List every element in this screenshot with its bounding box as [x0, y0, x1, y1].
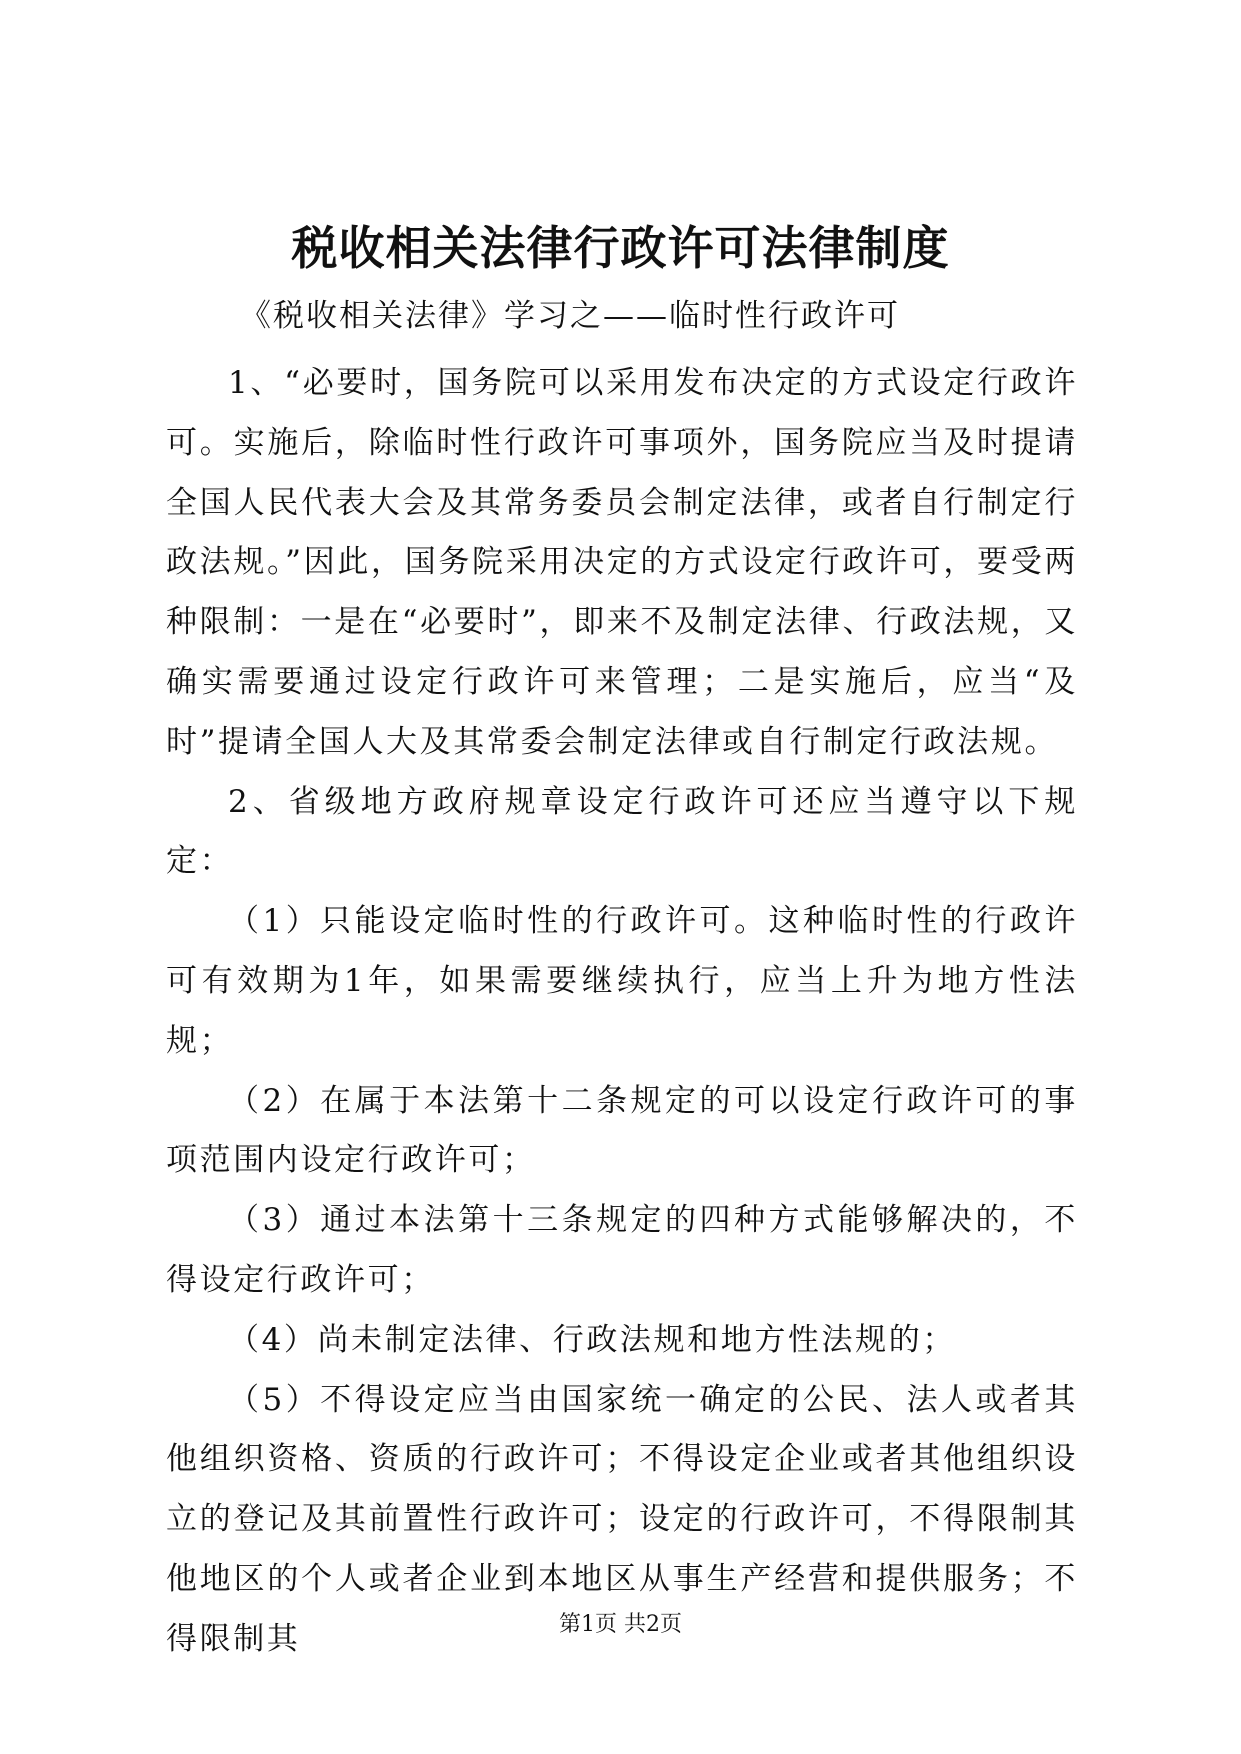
paragraph-1: 1、“必要时，国务院可以采用发布决定的方式设定行政许可。实施后，除临时性行政许可事项外，国务院应当及时提请全国人民代表大会及其常务委员会制定法律，或者自行制定行政法规。”因此，国务院采用决定的方式设定行政许可，要受两种限制：一是在“必要时”，即来不及制定法律、行政法规，又确实需要通过设定行政许可来管理；二是实施后，应当“及时”提请全国人大及其常委会制定法律或自行制定行政法规。 [166, 365, 1078, 760]
paragraph-2: 2、省级地方政府规章设定行政许可还应当遵守以下规定： [166, 783, 1078, 880]
paragraph-3: （1）只能设定临时性的行政许可。这种临时性的行政许可有效期为1年，如果需要继续执行，应当上升为地方性法规； [166, 903, 1078, 1059]
paragraph-5: （3）通过本法第十三条规定的四种方式能够解决的，不得设定行政许可； [166, 1202, 1078, 1298]
document-title: 税收相关法律行政许可法律制度 [291, 221, 950, 275]
paragraph-4: （2）在属于本法第十二条规定的可以设定行政许可的事项范围内设定行政许可； [166, 1082, 1078, 1179]
page-number-footer: 第1页 共2页 [559, 1612, 682, 1637]
document-body [166, 354, 1078, 1670]
document-subtitle: 《税收相关法律》学习之——临时性行政许可 [240, 298, 900, 334]
paragraph-7: （5）不得设定应当由国家统一确定的公民、法人或者其他组织资格、资质的行政许可；不得设定企业或者其他组织设立的登记及其前置性行政许可；设定的行政许可，不得限制其他地区的个人或者企业到本地区从事生产经营和提供服务；不得限制其 [166, 1381, 1078, 1657]
paragraph-6: （4）尚未制定法律、行政法规和地方性法规的； [228, 1321, 956, 1358]
